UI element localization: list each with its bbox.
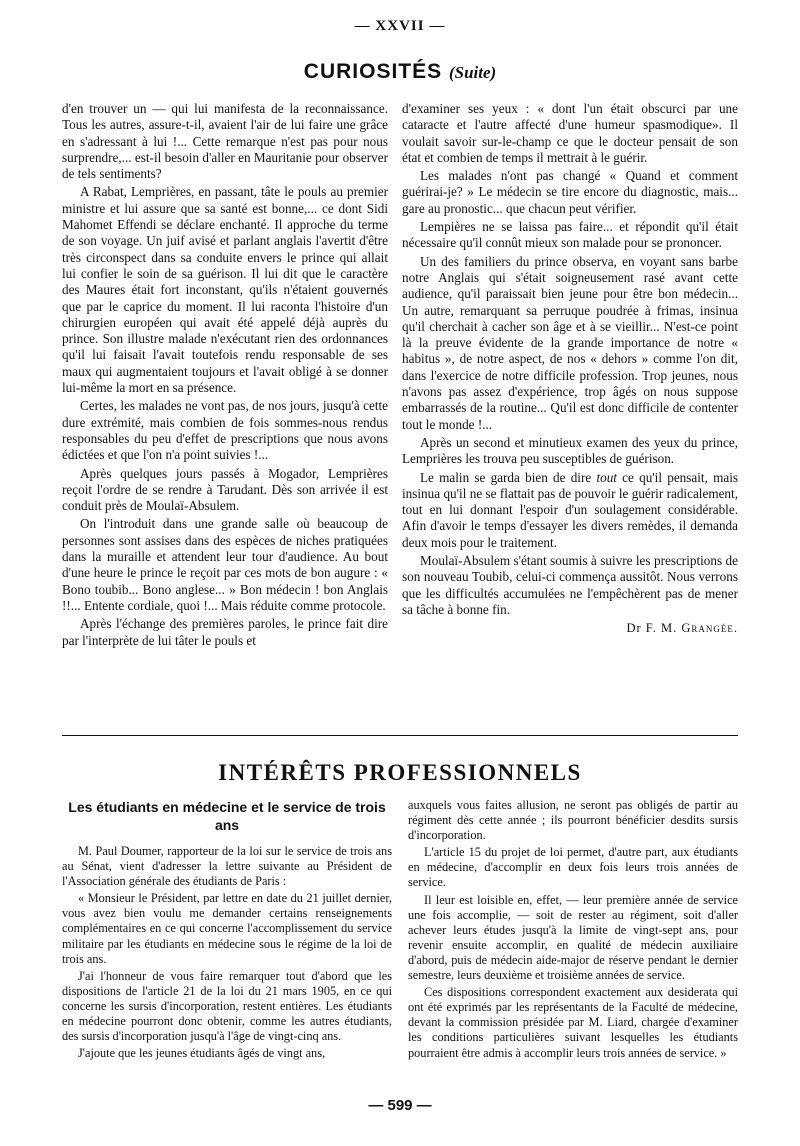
signature-prefix: Dr F. M. (626, 621, 682, 636)
paragraph: Ces dispositions correspondent exactement aux desiderata qui ont été exprimés par les représentants de la Faculté de médecine, devant la commission présidée par M. Liard, chargée d'examiner les conditions particulières suivant lesquelles les étudiants pourraient être admis à accomplir leurs trois années de service. » (408, 985, 738, 1060)
italic-word: tout (596, 469, 617, 485)
paragraph: d'examiner ses yeux : « dont l'un était obscurci par une cataracte et l'autre affecté d'une humeur spasmodique». Il voulait savoir sur-le-champ ce que le docteur pensait de son état et combien de temps il mettrait à le guérir. (402, 101, 738, 165)
author-signature (402, 620, 738, 636)
paragraph: J'ai l'honneur de vous faire remarquer tout d'abord que les dispositions de l'article 21 de la loi du 21 mars 1905, en ce qui concerne les sursis d'incorporation, restent entières. Les étudiants en médecine pourront donc obtenir, comme les autres étudiants, des sursis d'incorporation jusqu'à l'âge de vingt-cinq ans. (62, 968, 392, 1044)
curiosites-left-column (62, 101, 388, 651)
paragraph: Moulaï-Absulem s'étant soumis à suivre les prescriptions de son nouveau Toubib, celui-ci commença aussitôt. Nous verrons que les difficultés accumulées ne l'empêchèrent pas de mener sa tâche à bonne fin. (402, 553, 738, 617)
paragraph: Lempières ne se laissa pas faire... et répondit qu'il était nécessaire qu'il connût mieux son malade pour se prononcer. (402, 219, 738, 251)
paragraph: auxquels vous faites allusion, ne seront pas obligés de partir au régiment dès cette année ; ils pourront bénéficier desdits sursis d'incorporation. (408, 798, 738, 843)
paragraph: Certes, les malades ne vont pas, de nos jours, jusqu'à cette dure extrémité, mais combien de fois sommes-nous rendus responsables du peu d'effet de prescriptions que nous avons édictées et que l'on n'a point suivies !... (62, 398, 388, 463)
paragraph: M. Paul Doumer, rapporteur de la loi sur le service de trois ans au Sénat, vient d'adresser la lettre suivante au Président de l'Association générale des étudiants de Paris : (62, 844, 392, 889)
section-title-interets: INTÉRÊTS PROFESSIONNELS (218, 760, 582, 785)
paragraph: Après l'échange des premières paroles, le prince fait dire par l'interprète de lui tâter le pouls et (62, 616, 388, 648)
interets-right-column (408, 798, 738, 1063)
paragraph: Après quelques jours passés à Mogador, Lemprières reçoit l'ordre de se rendre à Tarudant. Dès son arrivée il est conduit près de Moulaï-Absulem. (62, 465, 388, 514)
text-run: Le malin se garda bien de dire (420, 469, 597, 485)
paragraph: Un des familiers du prince observa, en voyant sans barbe notre Anglais qui s'était soigneusement rasé avant cette audience, qu'il paraissait bien jeune pour être bon médecin... Un autre, remarquant sa perruque poudrée à frimas, insinua qu'il cherchait à cacher son âge et à se vieillir... N'est-ce point là la preuve évidente de la grande importance de notre « habitus », de notre aspect, de nos « dehors » comme l'on dit, dans l'exercice de notre difficile profession. Trop jeunes, nous n'avons pas assez d'expérience, trop âgés on nous suppose embarrassés de la routine... Qu'il est donc difficile de contenter tout le monde !... (402, 253, 738, 432)
curiosites-suite: (Suite) (448, 63, 497, 82)
paragraph: Après un second et minutieux examen des yeux du prince, Lemprières les trouva peu susceptibles de guérison. (402, 434, 738, 467)
paragraph-malin (402, 470, 738, 551)
section-title-curiosites (0, 60, 800, 84)
paragraph: Les malades n'ont pas changé « Quand et comment guérirai-je? » Le médecin se tire encore du diagnostic, mais... gare au pronostic... que chacun peut vérifier. (402, 168, 738, 216)
paragraph: On l'introduit dans une grande salle où beaucoup de personnes sont assises dans des espèces de niches pratiquées dans la muraille et attendent leur tour d'audience. Au bout d'une heure le prince le reçoit par ces mots de bon augure : « Bono toubib... Bono anglese... » Bon médecin ! bon Anglais !!... Entente cordiale, quoi !... Mais réduite comme protocole. (62, 516, 388, 613)
section-divider (62, 735, 738, 736)
signature-name: Grangée. (681, 621, 738, 636)
paragraph: J'ajoute que les jeunes étudiants âgés de vingt ans, (78, 1046, 326, 1061)
curiosites-right-column (402, 101, 738, 637)
paragraph: A Rabat, Lemprières, en passant, tâte le pouls au premier ministre et lui assure que sa santé est bonne,... ce dont Sidi Mahomet Effendi se déclare enchanté. Il approche du terme de son voyage. Un juif avisé et parlant anglais l'avertit d'être très circonspect dans sa conduite envers le prince qui allait lui confier le soin de sa guérison. Il lui dit que le caractère des Maures était fort inconstant, qu'ils n'étaient gouvernés que par le caprice du moment. Il lui raconta l'histoire d'un chirurgien européen qui avait été appelé déjà auprès du prince. Son illustre malade n'exécutant rien des ordonnances qu'il lui faisait l'avait toutefois rendu responsable de ses maux qui augmentaient toujours et l'avait obligé à se donner lui-même la mort en sa présence. (62, 184, 388, 396)
curiosites-title: CURIOSITÉS (303, 60, 443, 83)
roman-page-number: — XXVII — (354, 18, 446, 34)
text-run: ce qu'il pensait, mais insinua qu'il ne se flattait pas de pouvoir le guérir radicalement, tout en lui donnant l'espoir d'un soulagement considérable. Afin d'avoir le temps d'essayer les divers remèdes, il demanda deux mois pour le traitement. (402, 469, 739, 550)
paragraph: d'en trouver un — qui lui manifesta de la reconnaissance. Tous les autres, assure-t-il, avaient l'air de lui faire une grâce en s'adressant à lui !... Cette remarque n'est pas pour nous surprendre,... est-il besoin d'aller en Mauritanie pour observer de tels sentiments? (62, 101, 388, 182)
interets-left-column (62, 798, 392, 1063)
paragraph: L'article 15 du projet de loi permet, d'autre part, aux étudiants en médecine, d'accomplir en deux fois leurs trois années de service. (408, 845, 738, 890)
paragraph: « Monsieur le Président, par lettre en date du 21 juillet dernier, vous avez bien voulu me demander certains renseignements complémentaires en ce qui concerne l'accomplissement du service militaire par les étudiants en médecine sous le régime de la loi de trois ans. (62, 891, 392, 966)
paragraph: Il leur est loisible en, effet, — leur première année de service une fois accomplie, — soit de rester au régiment, soit d'aller achever leurs études jusqu'à la limite de vingt-sept ans, pour revenir ensuite accomplir, en qualité de médecin auxiliaire d'abord, puis de médecin aide-major de réserve pendant le dernier semestre, leurs deuxième et troisième années de service. (408, 892, 738, 983)
article-heading: Les étudiants en médecine et le service de trois ans (68, 799, 386, 833)
page-number: — 599 — (368, 1097, 432, 1114)
